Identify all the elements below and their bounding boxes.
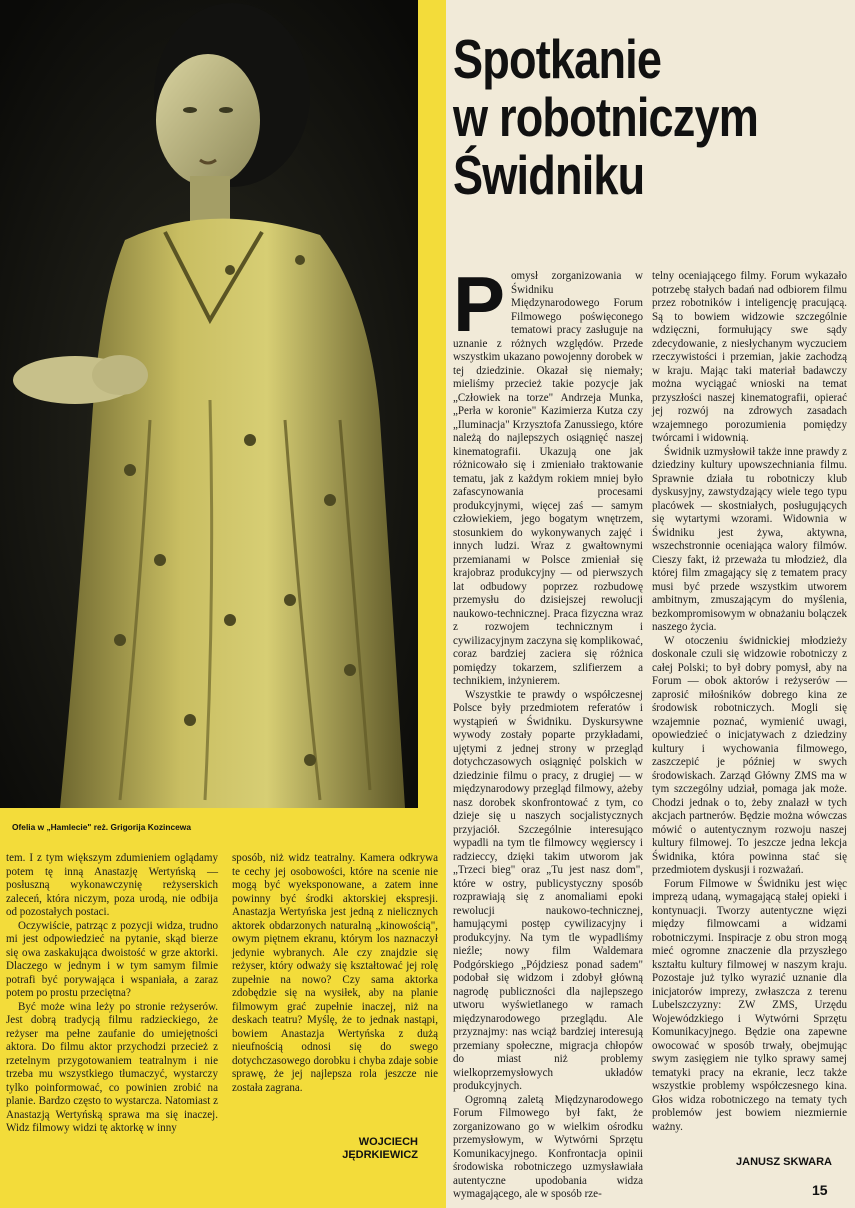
photo-caption: Ofelia w „Hamlecie" reż. Grigorija Kozincewa	[0, 808, 418, 846]
title-line-1: Spotkanie	[453, 28, 662, 90]
article-column-2	[652, 270, 847, 1134]
article-paragraph-2: Wszystkie te prawdy o współczesnej Polsce były przedmiotem referatów i wystąpień w Świdniku. Dyskursywne wywody zostały poparte przykładami, ujętymi z jednej strony w przegląd dotychczasowych osiągnięć polskich w dziedzinie filmu o pracy, z drugiej — w międzynarodowy przegląd filmowy, ażeby nasz dorobek skonfrontować z tym, co dzieje się u naszych socjalistycznych przyjaciół. Szczególnie interesująco wypadli na tym tle filmowcy węgierscy i radzieccy, dzięki takim utworom jak „Trzeci bieg" oraz „Tu jest nasz dom", które w ostry, publicystyczny sposób rozprawiają się z anomaliami epoki rewolucji naukowo-technicznej, hamującymi postęp cywilizacyjny i produkcyjny. Na tym tle wypadliśmy nieźle; nowy film Waldemara Podgórskiego „Pójdziesz ponad sadem" podobał się widzom i zdobył główną nagrodę publiczności dla najlepszego utworu wyświetlanego w ramach międzynarodowego przeglądu. Ale przyznajmy: nas wciąż bardziej interesują przemiany społeczne, migracja chłopów do miast niż problemy wielkoprzemysłowych układów produkcyjnych.	[453, 688, 643, 1092]
article-column-1	[453, 260, 643, 1202]
article-paragraph-6: W otoczeniu świdnickiej młodzieży doskonale czuli się widzowie robotniczy z całej Polski; to był dobry pomysł, aby na Forum — obok aktorów i reżyserów — zaprosić miłośników dobrego kina ze środowisk robotniczych. Mogli się wzajemnie poznać, wymienić uwagi, opowiedzieć o inicjatywach z dziedziny kultury i wychowania filmowego, zaszczepić je później w swych środowiskach. Zarząd Główny ZMS ma w tym szczególny udział, pomaga jak może. Chodzi jednak o to, żeby znalazł w tych akcjach partnerów. Będzie można wówczas mówić o autentycznym rozwoju naszej kultury filmowej. To jeszcze jedna lekcja Świdnika, która powinna stać się przedmiotem dyskusji i rozważań.	[652, 634, 847, 876]
title-line-3: Świdniku	[453, 144, 645, 206]
article-author: JANUSZ SKWARA	[736, 1156, 832, 1168]
article-paragraph-3: Ogromną zaletą Międzynarodowego Forum Filmowego był fakt, że zorganizowano go w wielkim ośrodku przemysłowym, w Wytwórni Sprzętu Komunikacyjnego. Konfrontacja opinii środowiska robotniczego uzmysławiała autentyczne upodobania widza wymagającego, ale w sposób rze-	[453, 1093, 643, 1200]
article-paragraph-7: Forum Filmowe w Świdniku jest więc imprezą udaną, wymagającą stałej opieki i kontynuacji. Tworzy autentyczne więzi między filmowcami a widzami robotniczymi. Inspiracje z obu stron mogą mieć ogromne znaczenie dla przyszłego kształtu kultury filmowej w naszym kraju. Pozostaje już tylko wyrazić uznanie dla inicjatorów imprezy, zwłaszcza z terenu Lubelszczyzny: ZW ZMS, Urzędu Wojewódzkiego i Wytwórni Sprzętu Komunikacyjnego. Będzie ona zapewne owocować w sposób trwały, obejmując swym zasięgiem nie tylko sprawy samej tematyki pracy na ekranie, lecz także wszystkie problemy współczesnego kina. Głos widza robotniczego na tematy tych problemów jest bowiem niezmiernie ważny.	[652, 877, 847, 1133]
article-title	[453, 30, 777, 204]
sidebar-author	[300, 1136, 418, 1162]
article-paragraph-5: Świdnik uzmysłowił także inne prawdy z dziedziny kultury upowszechniania filmu. Sprawnie działa tu robotniczy klub dyskusyjny, zawstydzający wiele tego typu placówek — skostniałych, posługujących się wytartymi wzorami. Widownia w Świdniku jest żywa, aktywna, wszechstronnie oceniająca walory filmów. Cieszy fakt, iż przeważa tu młodzież, dla której film zmagający się z tematem pracy musi być przede wszystkim utworem ambitnym, zmuszającym do myślenia, bezkompromisowym w obnażaniu bolączek naszego życia.	[652, 445, 847, 633]
yellow-band-top	[418, 0, 446, 846]
sidebar-column-2	[232, 852, 438, 1095]
title-line-2: w robotniczym	[453, 86, 759, 148]
ofelia-photo-illustration	[0, 0, 418, 808]
article-paragraph-1: Pomysł zorganizowania w Świdniku Międzynarodowego Forum Filmowego poświęconego tematowi pracy zasługuje na uznanie z różnych względów. Przede wszystkim ukazano powojenny dorobek w tej dziedzinie. Okazał się niemały; mieliśmy przecież takie pozycje jak „Człowiek na torze" Andrzeja Munka, „Perła w koronie" Kazimierza Kutza czy „Iluminacja" Krzysztofa Zanussiego, które należą do najlepszych osiągnięć naszej kinematografii. Ukazują one jak różnicowało się i zmieniało traktowanie tematu, jak z każdym rokiem mniej było zafascynowania procesami produkcyjnymi, więcej zaś — samym człowiekiem, jego bogatym wnętrzem, stosunkiem do wykonywanych zajęć i innych ludzi. Wraz z gwałtownymi przemianami w Polsce zmieniał się krajobraz produkcyjny — od pierwszych lat odbudowy poprzez rozbudowę przemysłu do dzisiejszej rewolucji naukowo-technicznej. Praca fizyczna wraz z rozwojem technicznym i cywilizacyjnym zaczyna się komplikować, coraz bardziej zaciera się różnica pomiędzy tokarzem, szlifierzem a technikiem, inżynierem.	[453, 260, 643, 687]
sidebar-author-last-name: JĘDRKIEWICZ	[342, 1149, 418, 1161]
sidebar-paragraph-2: Oczywiście, patrząc z pozycji widza, trudno mi jest odpowiedzieć na pytanie, skąd bierze się owa zaskakująca dwoistość w grze aktorki. Dlaczego w jednym i w tym samym filmie potrafi być porywająca i wspaniała, a zaraz potem po prostu przeciętna?	[6, 919, 218, 999]
photo-ofelia	[0, 0, 418, 808]
page-number: 15	[812, 1182, 828, 1198]
sidebar-paragraph-1: tem. I z tym większym zdumieniem oglądamy potem tę inną Anastazję Wertyńską — posłuszną wykonawczynię reżyserskich zaleceń, która niczym, poza urodą, nie odbija od pozostałych postaci.	[6, 852, 218, 918]
sidebar-paragraph-4: sposób, niż widz teatralny. Kamera odkrywa te cechy jej osobowości, które na scenie nie mogą być wyeksponowane, a zatem inne powinny być środki aktorskiej ekspresji. Anastazja Wertyńska jest jedną z nielicznych aktorek obdarzonych naturalną „kinowością", owym piętnem ekranu, którym los naznaczył jedynie wybranych. Ale czy znajdzie się reżyser, który odważy się kształtować jej rolę zupełnie na nowo? Czy sama aktorka zdobędzie się na wysiłek, aby na planie filmowym grać zupełnie inaczej, niż na deskach teatru? Myślę, że to jednak nastąpi, bowiem Anastazja Wertyńska z dużą nieufnością odnosi się do swego dotychczasowego dorobku i chyba zdaje sobie sprawę, że jej najlepsza rola jeszcze nie została zagrana.	[232, 852, 438, 1094]
drop-cap: P	[453, 260, 506, 348]
sidebar-column-1	[6, 852, 218, 1136]
sidebar-author-first-name: WOJCIECH	[358, 1136, 418, 1148]
article-paragraph-4: telny oceniającego filmy. Forum wykazało potrzebę stałych badań nad odbiorem filmu przez robotników i inteligencję pracującą. Są to bowiem widzowie szczególnie wdzięczni, formułujący swe sądy zdecydowanie, z niesłychanym wyczuciem rzeczywistości i przemian, jakie zachodzą w kraju. Mając taki materiał badawczy można wyciągać wnioski na temat przyszłości naszej kinematografii, opierać jej rozwój na zdrowych zasadach wzajemnego porozumienia pomiędzy twórcami i widownią.	[652, 270, 847, 444]
sidebar-paragraph-3: Być może wina leży po stronie reżyserów. Jest dobrą tradycją filmu radzieckiego, że reżyser ma pełne zaufanie do umiejętności aktora. Do filmu aktor przychodzi przecież z rzetelnym przygotowaniem teatralnym i nie trzeba mu wszystkiego tłumaczyć, wystarczy tylko poinformować, co powinien zrobić na planie. Bardzo często to wystarcza. Natomiast z Anastazją Wertyńską sprawa ma się inaczej. Widz filmowy widzi tę aktorkę w inny	[6, 1000, 218, 1134]
